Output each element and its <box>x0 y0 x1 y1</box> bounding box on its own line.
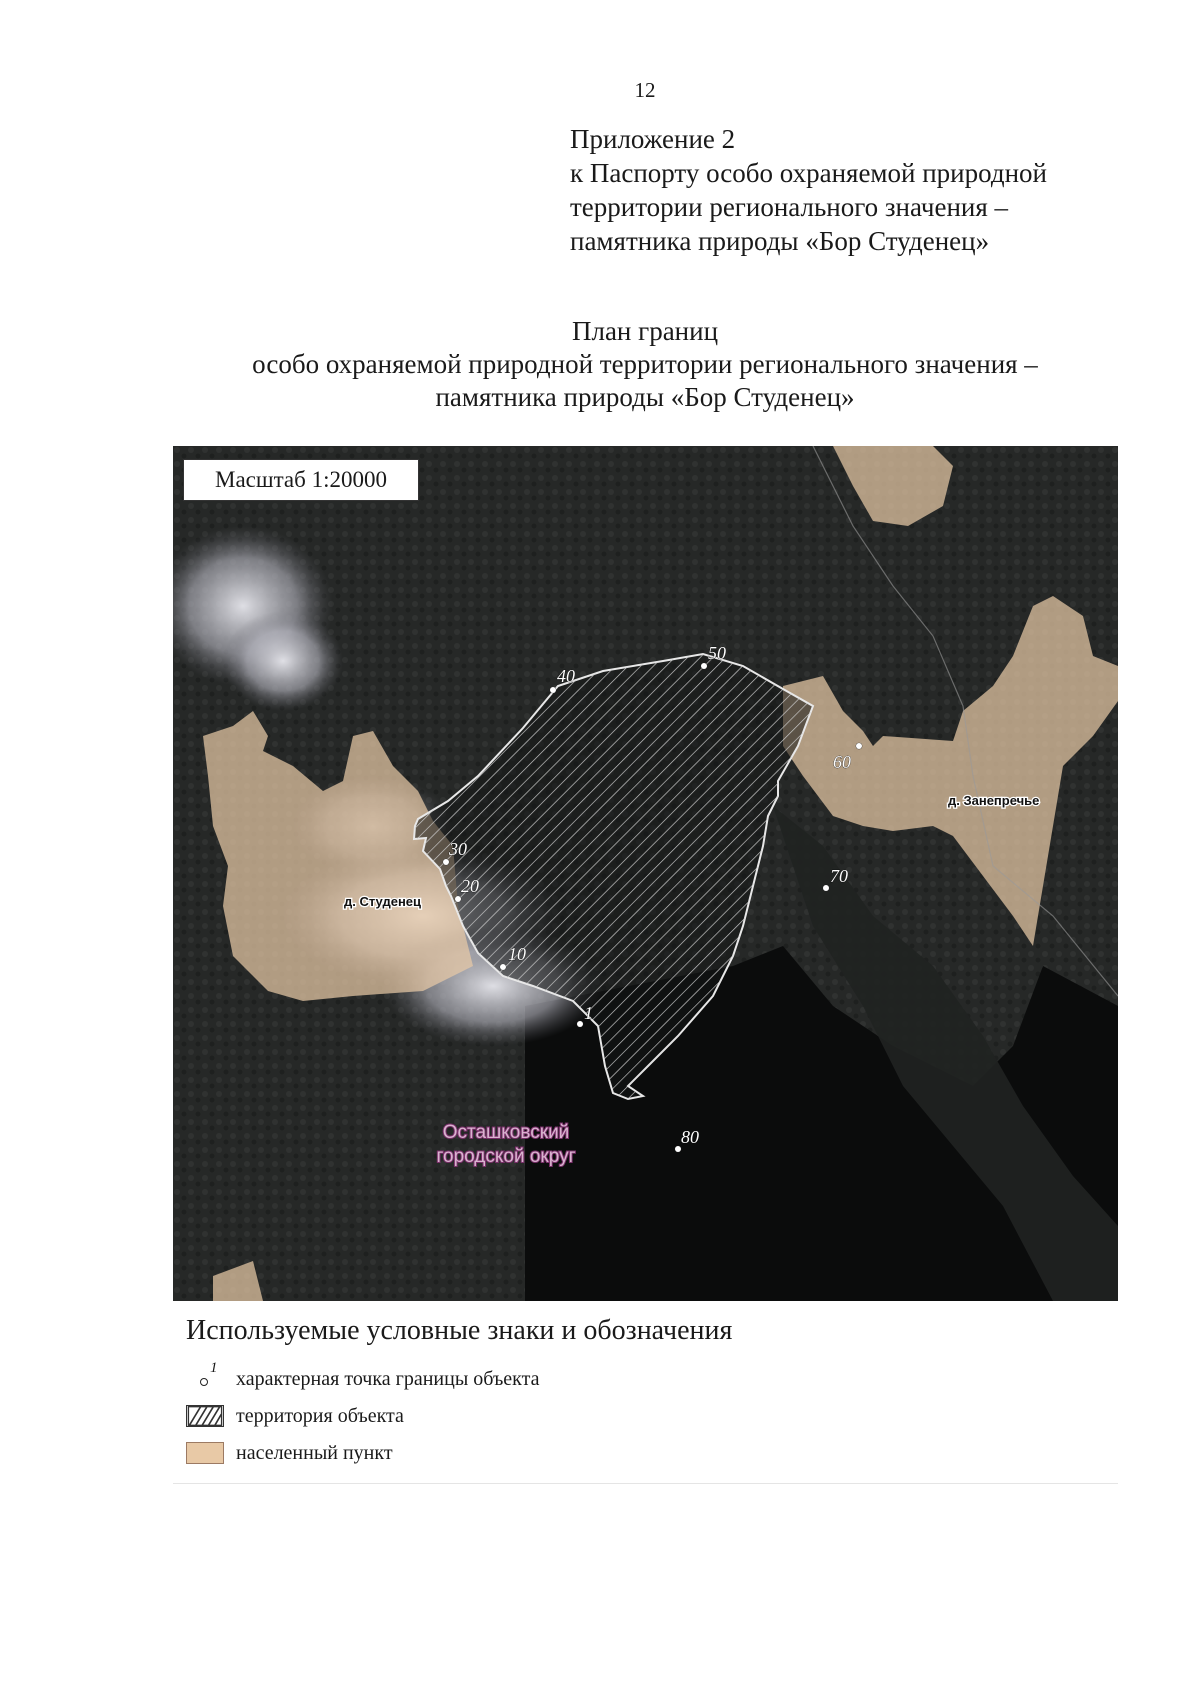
boundary-point-60 <box>856 743 862 749</box>
map-scale-label: Масштаб 1:20000 <box>183 459 419 501</box>
appendix-line: территории регионального значения – <box>570 192 1009 222</box>
settlement-label-studenets: д. Студенец <box>344 894 422 909</box>
legend-item-label: характерная точка границы объекта <box>236 1367 540 1390</box>
appendix-line: памятника природы «Бор Студенец» <box>570 226 990 256</box>
appendix-header <box>570 122 1047 258</box>
plan-title <box>0 315 1200 414</box>
hatch-icon <box>186 1404 226 1428</box>
boundary-point-50 <box>701 663 707 669</box>
boundary-point-icon-number: 1 <box>210 1360 218 1376</box>
boundary-map <box>173 446 1118 1301</box>
boundary-point-10 <box>500 964 506 970</box>
legend-item-territory <box>186 1403 404 1429</box>
settlement-swatch-icon <box>186 1441 226 1465</box>
boundary-point-label: 80 <box>681 1127 699 1147</box>
cloud <box>223 611 343 711</box>
boundary-point-label: 50 <box>708 643 726 663</box>
divider <box>173 1483 1118 1484</box>
boundary-point-30 <box>443 859 449 865</box>
boundary-point-label: 40 <box>557 666 575 686</box>
boundary-point-label: 10 <box>508 944 526 964</box>
settlement-label-zaneprechye: д. Занепречье <box>948 793 1040 808</box>
legend-item-label: территория объекта <box>236 1404 404 1427</box>
map-canvas <box>173 446 1118 1301</box>
boundary-point-1 <box>577 1021 583 1027</box>
boundary-point-70 <box>823 885 829 891</box>
boundary-point-20 <box>455 896 461 902</box>
district-label-line: Осташковский <box>442 1122 570 1143</box>
appendix-line: к Паспорту особо охраняемой природной <box>570 158 1047 188</box>
boundary-point-label: 1 <box>584 1003 593 1023</box>
legend-item-label: населенный пункт <box>236 1441 393 1464</box>
boundary-point-icon <box>186 1360 226 1391</box>
legend-title: Используемые условные знаки и обозначения <box>186 1315 733 1346</box>
boundary-point-label: 20 <box>461 876 479 896</box>
district-label-line: городской округ <box>436 1146 576 1167</box>
boundary-point-label: 70 <box>830 866 848 886</box>
legend-item-settlement <box>186 1440 393 1466</box>
plan-title-line: особо охраняемой природной территории регионального значения – <box>252 349 1038 379</box>
boundary-point-40 <box>550 687 556 693</box>
boundary-point-label: 30 <box>449 839 467 859</box>
page-number: 12 <box>634 78 656 102</box>
appendix-line: Приложение 2 <box>570 124 736 154</box>
plan-title-line: План границ <box>571 316 719 346</box>
plan-title-line: памятника природы «Бор Студенец» <box>435 382 855 412</box>
boundary-point-label: 60 <box>833 752 851 772</box>
legend-item-boundary-point <box>186 1360 540 1392</box>
